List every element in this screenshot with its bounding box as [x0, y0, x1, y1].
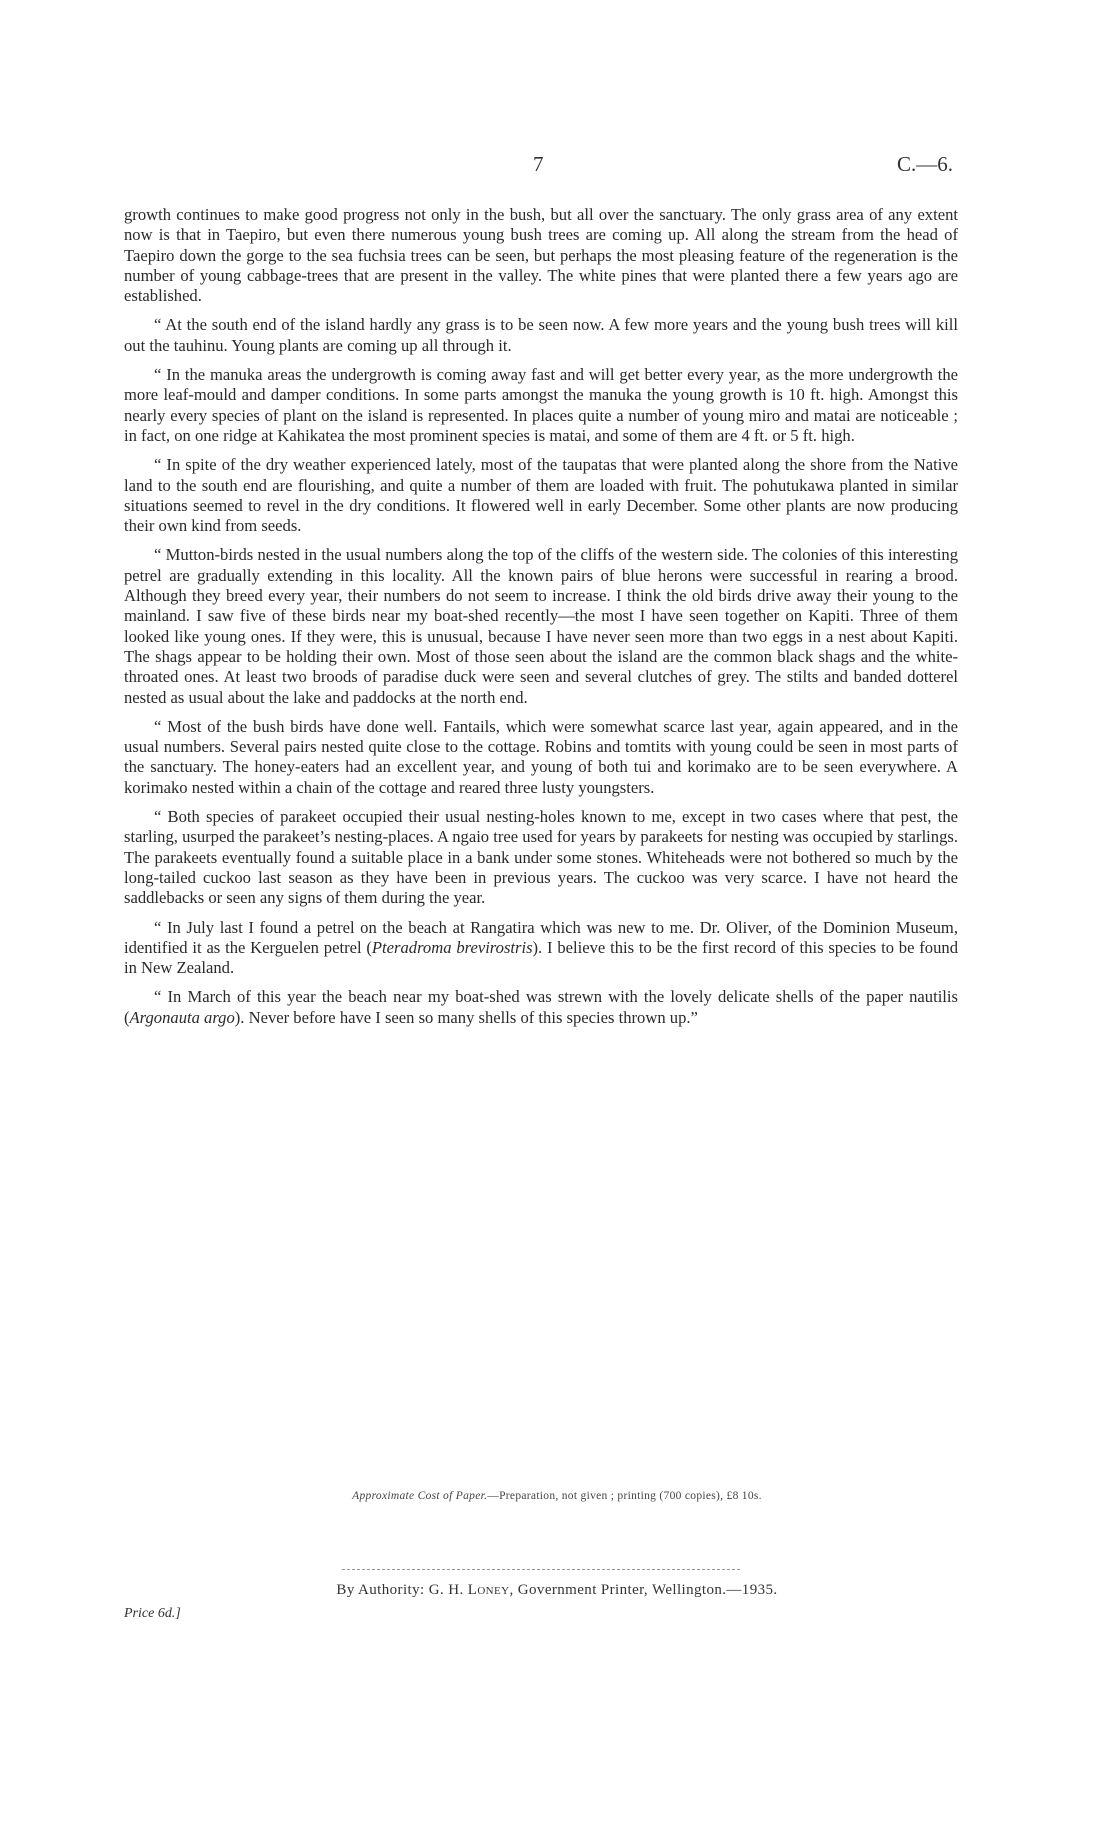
paragraph — [124, 918, 958, 979]
paragraph-text: “ Most of the bush birds have done well. Fantails, which were somewhat scarce last year, again appeared, and in the usual numbers. Several pairs nested quite close to the cottage. Robins and tomtits with young could be seen in most parts of the sanctuary. The honey-eaters had an excellent year, and young of both tui and korimako are to be seen everywhere. A korimako nested within a chain of the cottage and reared three lusty youngsters. — [124, 716, 958, 797]
paragraph — [124, 205, 958, 306]
species-name: Pteradroma brevirostris — [371, 937, 533, 957]
paragraph-text: ). I believe this to be the first record of this species to be found in New Zealand. — [124, 937, 958, 978]
species-name: Argonauta argo — [129, 1007, 235, 1027]
authority-suffix: , Government Printer, Wellington.—1935. — [509, 1582, 778, 1598]
paragraph-text: “ Mutton-birds nested in the usual numbers along the top of the cliffs of the western side. The colonies of this interesting petrel are gradually extending in this locality. All the known pairs of blue herons were successful in rearing a brood. Although they breed every year, their numbers do not seem to increase. I think the old birds drive away their young to the mainland. I saw five of these birds near my boat-shed recently—the most I have seen together on Kapiti. Three of them looked like young ones. If they were, this is unusual, because I have never seen more than two eggs in a nest about Kapiti. The shags appear to be holding their own. Most of those seen about the island are the common black shags and the white-throated ones. At least two broods of paradise duck were seen and several clutches of grey. The stilts and banded dotterel nested as usual about the lake and paddocks at the north end. — [124, 545, 958, 707]
authority-prefix: By Authority: G. H. — [336, 1582, 468, 1598]
paragraph — [124, 545, 958, 707]
paragraph — [124, 987, 958, 1028]
cost-label: Approximate Cost of Paper. — [352, 1490, 488, 1502]
paragraph-text: “ In March of this year the beach near my boat-shed was strewn with the lovely delicate shells of the paper nautilis ( — [124, 987, 958, 1027]
paragraph-text: growth continues to make good progress not only in the bush, but all over the sanctuary. The only grass area of any extent now is that in Taepiro, but even there numerous young bush trees are coming up. All along the stream from the head of Taepiro down the gorge to the sea fuchsia trees can be seen, but perhaps the most pleasing feature of the regeneration is the number of young cabbage-trees that are present in the valley. The white pines that were planted there a few years ago are established. — [124, 205, 958, 306]
page-number: 7 — [533, 152, 544, 176]
paragraph-text: “ In spite of the dry weather experienced lately, most of the taupatas that were planted along the shore from the Native land to the south end are flourishing, and quite a number of them are loaded with fruit. The pohutukawa planted in similar situations seemed to revel in the dry conditions. It flowered well in early December. Some other plants are now producing their own kind from seeds. — [124, 455, 958, 536]
paragraph-text: “ Both species of parakeet occupied their usual nesting-holes known to me, except in two cases where that pest, the starling, usurped the parakeet’s nesting-places. A ngaio tree used for years by parakeets for nesting was occupied by starlings. The parakeets eventually found a suitable place in a bank under some stones. Whiteheads were not bothered so much by the long-tailed cuckoo last season as they have been in previous years. The cuckoo was very scarce. I have not heard the saddlebacks or seen any signs of them during the year. — [124, 807, 958, 908]
paragraph-text: “ In the manuka areas the undergrowth is coming away fast and will get better every year, as the more undergrowth the more leaf-mould and damper conditions. In some parts amongst the manuka the young growth is 10 ft. high. Amongst this nearly every species of plant on the island is represented. In places quite a number of young miro and matai are noticeable ; in fact, on one ridge at Kahikatea the most prominent species is matai, and some of them are 4 ft. or 5 ft. high. — [124, 365, 958, 445]
cost-text: —Preparation, not given ; printing (700 copies), £8 10s. — [487, 1490, 762, 1502]
paragraph-text: “ In July last I found a petrel on the beach at Rangatira which was new to me. Dr. Oliver, of the Dominion Museum, identified it as the Kerguelen petrel ( — [124, 917, 958, 957]
price-label: Price 6d.] — [124, 1606, 181, 1621]
paragraph-text: “ At the south end of the island hardly any grass is to be seen now. A few more years and the young bush trees will kill out the tauhinu. Young plants are coming up all through it. — [124, 315, 958, 355]
paragraph — [124, 807, 958, 908]
paragraph — [124, 315, 958, 356]
paragraph — [124, 717, 958, 798]
paragraph-text: ). Never before have I seen so many shells of this species thrown up.” — [234, 1007, 698, 1027]
paragraph — [124, 365, 958, 446]
printer-name: Loney — [467, 1582, 510, 1598]
body-text — [124, 205, 958, 1037]
divider — [342, 1569, 740, 1570]
cost-line — [0, 1490, 1114, 1502]
document-code: C.—6. — [897, 152, 954, 176]
paragraph — [124, 455, 958, 536]
authority-line — [0, 1582, 1114, 1599]
